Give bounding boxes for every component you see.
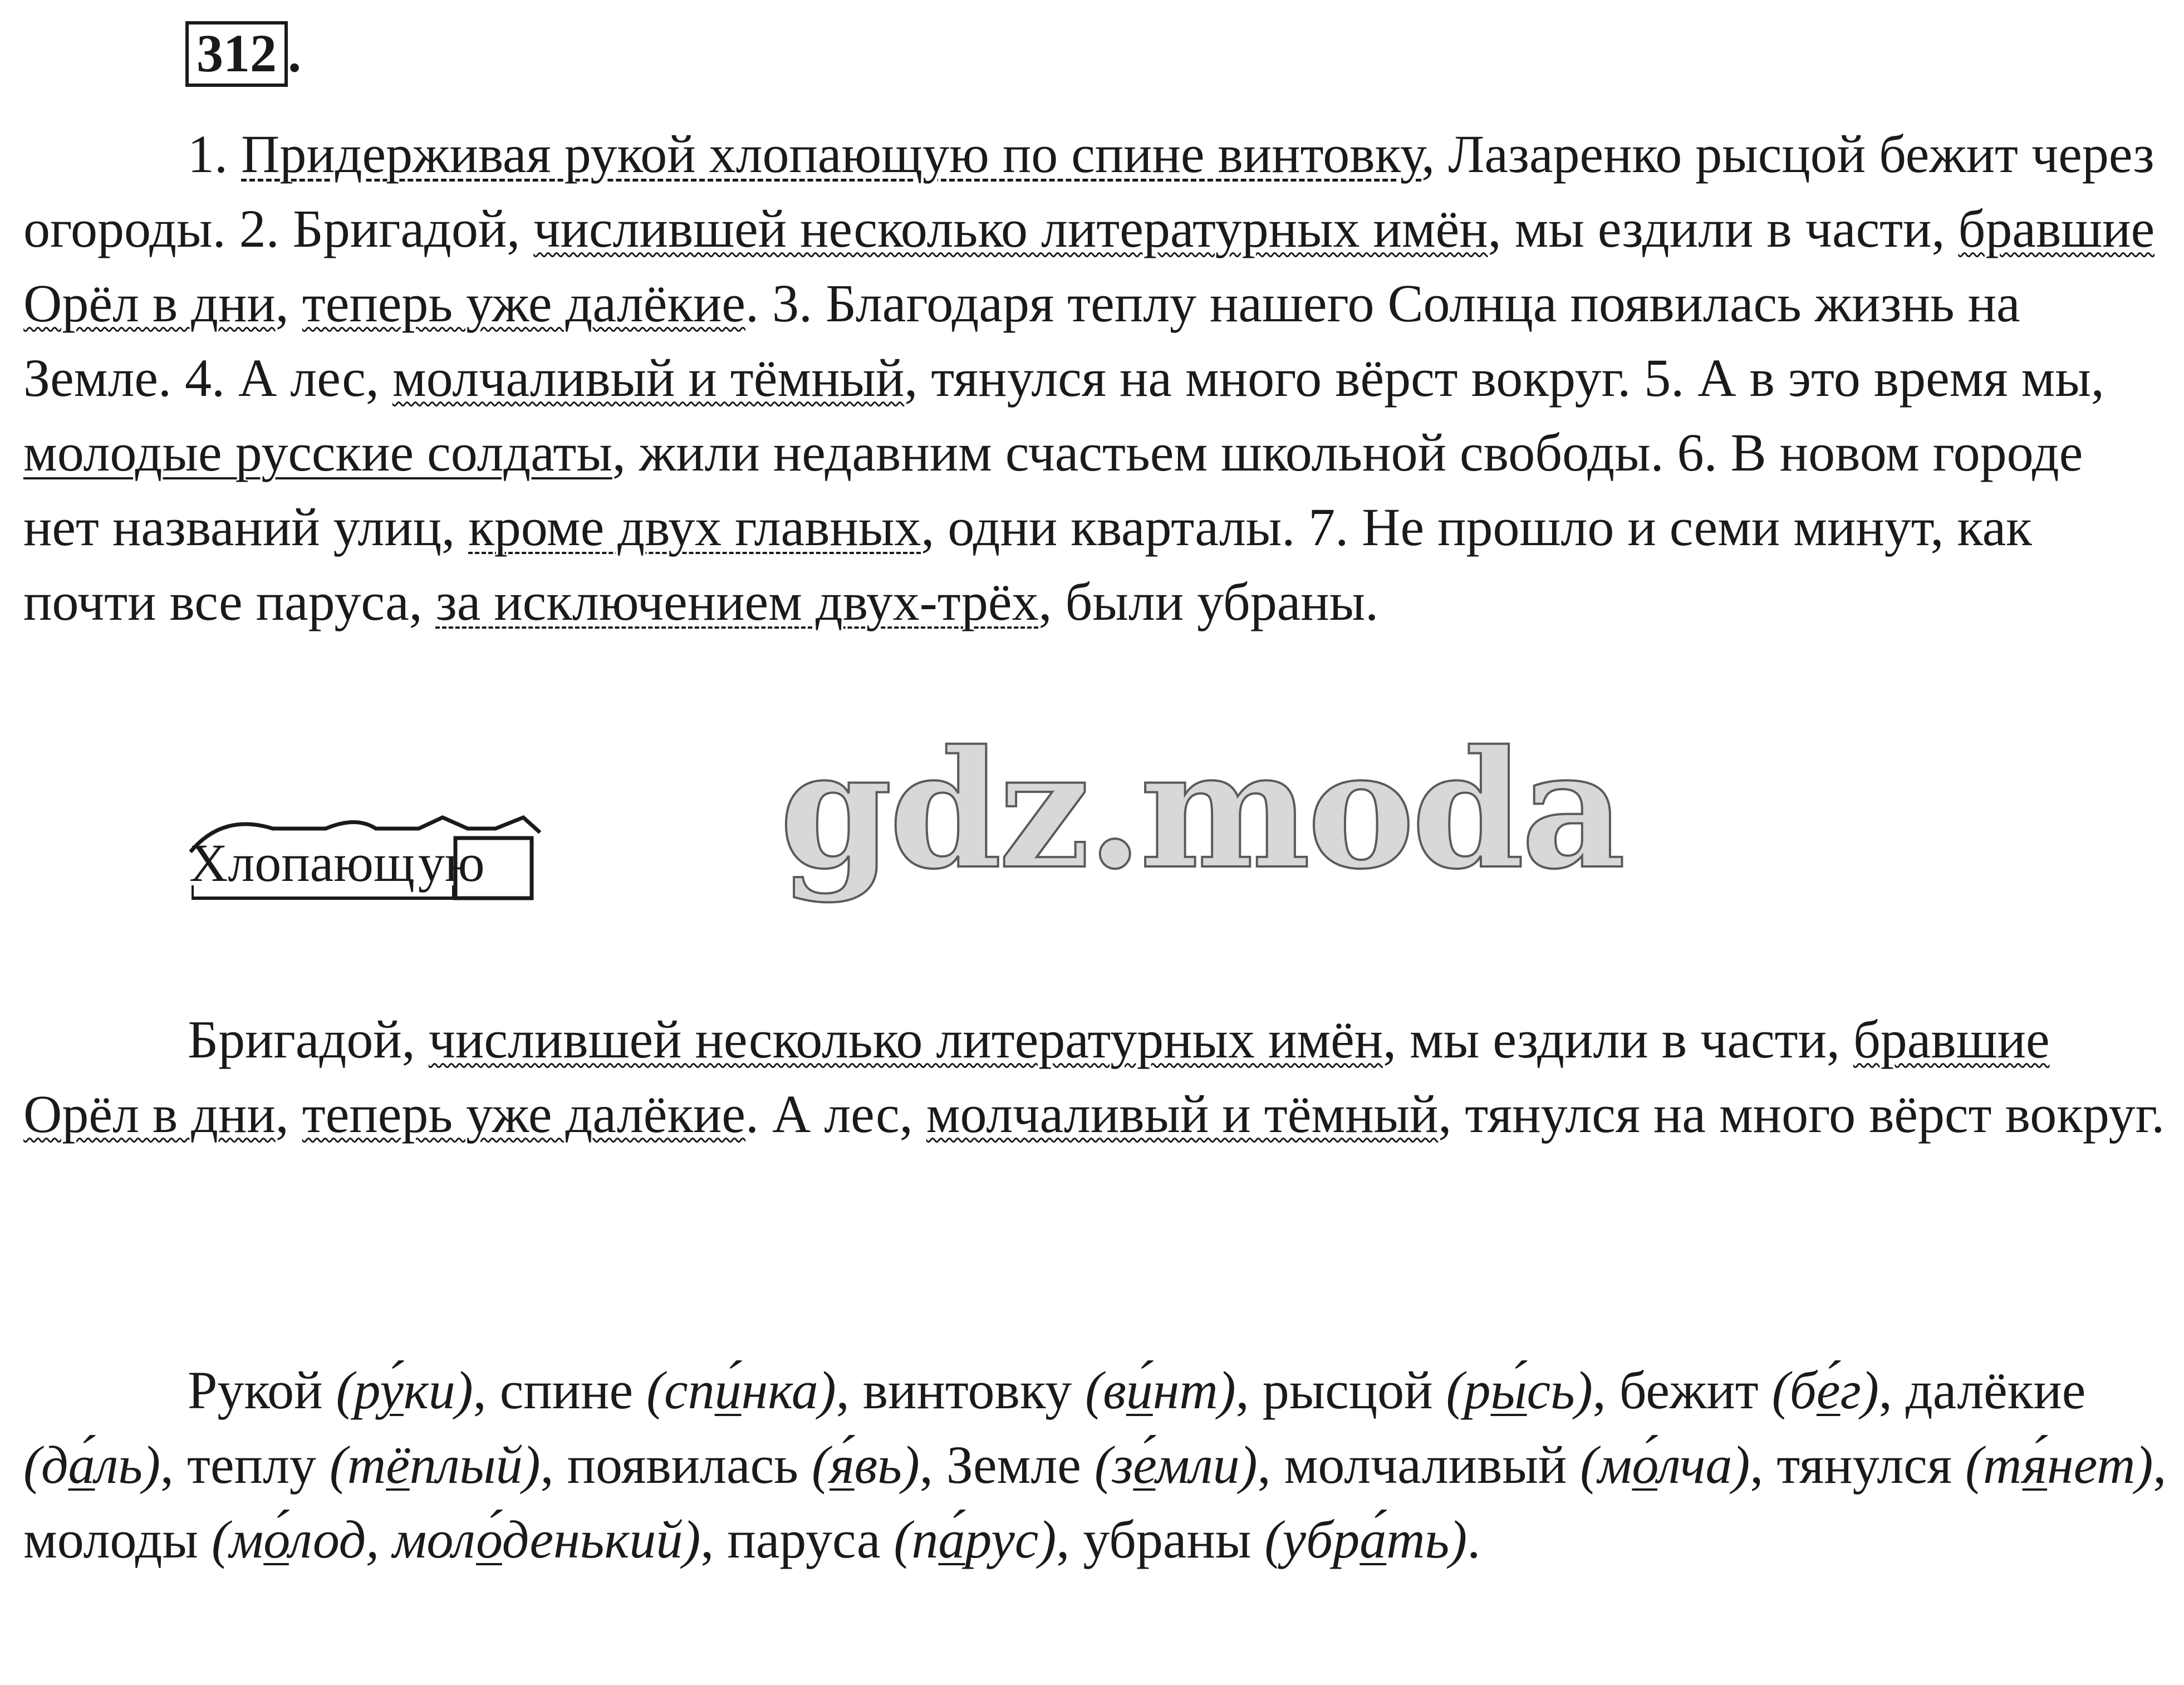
- text-run: , мы ездили в части,: [1383, 1010, 1853, 1069]
- check-word: [336, 1360, 473, 1420]
- detached-definition-1: теперь уже далёкие: [302, 1084, 745, 1144]
- exercise-number-text: 312: [197, 23, 277, 83]
- checked-vowel: и́: [714, 1360, 742, 1420]
- check-word: [894, 1510, 1056, 1569]
- text-run: 1.: [188, 124, 241, 184]
- exercise-text: [23, 117, 2167, 639]
- detached-addition-1: кроме двух главных: [468, 497, 921, 557]
- check-word: [1446, 1360, 1593, 1420]
- checked-vowel: а́: [68, 1435, 95, 1495]
- text-run: ,: [275, 1084, 302, 1144]
- text-run: , винтовку: [836, 1360, 1086, 1420]
- morpheme-analysis: [189, 813, 546, 902]
- text-run: . 3. Благодаря теплу нашего Солнца появилась жизнь на Земле. 4. А лес,: [23, 273, 2020, 408]
- check-part: денький): [502, 1510, 701, 1569]
- text-run: ,: [275, 273, 302, 333]
- check-part: (м: [1580, 1435, 1632, 1495]
- check-part: лча): [1657, 1435, 1750, 1495]
- check-part: (сп: [646, 1360, 715, 1420]
- check-part: (т: [329, 1435, 386, 1495]
- check-word: [330, 1435, 541, 1495]
- check-part: сь): [1527, 1360, 1593, 1420]
- check-word: [646, 1360, 836, 1420]
- detached-definition-2: молчаливый и тёмный: [392, 348, 905, 408]
- check-part: нка): [741, 1360, 836, 1420]
- text-run: , тянулся на много вёрст вокруг.: [1438, 1084, 2165, 1144]
- check-part: г): [1840, 1360, 1879, 1420]
- watermark: gdz.moda: [779, 716, 1623, 905]
- checked-vowel: и́: [1126, 1360, 1153, 1420]
- text-run: Бригадой,: [188, 1010, 429, 1069]
- check-part: ль): [95, 1435, 161, 1495]
- participial-phrase-2: числившей несколько литературных имён: [533, 199, 1488, 258]
- apposition: молодые русские солдаты: [23, 423, 612, 482]
- check-part: (в: [1085, 1360, 1126, 1420]
- check-word: [1085, 1360, 1236, 1420]
- checked-vowel: е́: [1133, 1435, 1156, 1495]
- checked-vowel: о́: [263, 1510, 289, 1569]
- text-run: , появилась: [540, 1435, 812, 1495]
- detached-definition-1: теперь уже далёкие: [302, 273, 745, 333]
- check-word: [212, 1510, 700, 1569]
- text-run: .: [1467, 1510, 1481, 1569]
- checked-vowel: ё: [386, 1435, 410, 1495]
- text-run: , молчаливый: [1257, 1435, 1581, 1495]
- check-part: нет): [2047, 1435, 2153, 1495]
- text-run: , мы ездили в части,: [1488, 199, 1959, 258]
- participial-phrase-1: Придерживая рукой хлопающую по спине винтовку: [241, 124, 1422, 184]
- check-part: (р: [336, 1360, 380, 1420]
- check-part: (б: [1771, 1360, 1817, 1420]
- text-run: . А лес,: [745, 1084, 926, 1144]
- detached-addition-2: за исключением двух-трёх: [435, 572, 1039, 631]
- check-part: нт): [1152, 1360, 1236, 1420]
- checked-vowel: е́: [1816, 1360, 1841, 1420]
- checked-vowel: а́: [938, 1510, 965, 1569]
- exercise-number: [185, 21, 301, 87]
- checked-vowel: о́: [1632, 1435, 1658, 1495]
- text-run: , молоды: [23, 1435, 2167, 1569]
- check-part: лод, мол: [288, 1510, 477, 1569]
- morpheme-word: [189, 830, 485, 897]
- task-3-text: [23, 1353, 2167, 1577]
- check-part: (м: [211, 1510, 264, 1569]
- check-part: рус): [965, 1510, 1057, 1569]
- checked-vowel: у́: [380, 1360, 404, 1420]
- text-run: , спине: [473, 1360, 647, 1420]
- check-part: (д: [23, 1435, 68, 1495]
- check-word: [1772, 1360, 1879, 1420]
- check-word: [23, 1435, 160, 1495]
- text-run: , тянулся: [1750, 1435, 1966, 1495]
- task-2-text: [23, 1002, 2167, 1152]
- morpheme-stem: Хлопающ: [189, 833, 415, 893]
- text-run: , бежит: [1592, 1360, 1772, 1420]
- check-part: (з: [1094, 1435, 1133, 1495]
- check-word: [1965, 1435, 2153, 1495]
- exercise-number-box: [185, 21, 288, 87]
- exercise-number-dot: .: [288, 23, 301, 83]
- participial-phrase-2: бравшие Орёл в дни: [23, 1010, 2050, 1144]
- check-part: (р: [1446, 1360, 1491, 1420]
- text-run: , одни кварталы. 7. Не прошло и семи минут, как почти все паруса,: [23, 497, 2032, 631]
- text-run: , убраны: [1056, 1510, 1265, 1569]
- participial-phrase-3: бравшие Орёл в дни: [23, 199, 2155, 333]
- text-run: , далёкие: [1878, 1360, 2086, 1420]
- check-part: мли): [1155, 1435, 1258, 1495]
- check-word: [812, 1435, 920, 1495]
- check-part: плый): [409, 1435, 541, 1495]
- text-run: , жили недавним счастьем школьной свободы. 6. В новом городе нет названий улиц,: [23, 423, 2083, 557]
- check-part: (т: [1965, 1435, 2023, 1495]
- text-run: , рысцой: [1235, 1360, 1446, 1420]
- text-run: , Лазаренко рысцой бежит через огороды. 2. Бригадой,: [23, 124, 2154, 258]
- check-part: ки): [403, 1360, 473, 1420]
- stem-underline: [192, 897, 453, 900]
- check-word: [1095, 1435, 1258, 1495]
- detached-definition-2: молчаливый и тёмный: [926, 1084, 1439, 1144]
- check-part: вь): [854, 1435, 920, 1495]
- text-run: , паруса: [700, 1510, 894, 1569]
- check-word: [1264, 1510, 1467, 1569]
- check-part: (: [811, 1435, 830, 1495]
- text-run: , теплу: [160, 1435, 330, 1495]
- text-run: , были убраны.: [1038, 572, 1379, 631]
- participial-phrase-1: числившей несколько литературных имён: [428, 1010, 1383, 1069]
- checked-vowel: я́: [2022, 1435, 2048, 1495]
- check-part: (п: [894, 1510, 939, 1569]
- checked-vowel: я́: [829, 1435, 855, 1495]
- checked-vowel: ы́: [1490, 1360, 1527, 1420]
- checked-vowel: о́: [476, 1510, 502, 1569]
- text-run: Рукой: [188, 1360, 336, 1420]
- morpheme-ending: ую: [418, 833, 485, 893]
- check-word: [1580, 1435, 1750, 1495]
- check-part: (убр: [1264, 1510, 1360, 1569]
- text-run: , Земле: [919, 1435, 1095, 1495]
- check-part: ть): [1386, 1510, 1468, 1569]
- text-run: , тянулся на много вёрст вокруг. 5. А в это время мы,: [904, 348, 2104, 408]
- checked-vowel: а́: [1360, 1510, 1387, 1569]
